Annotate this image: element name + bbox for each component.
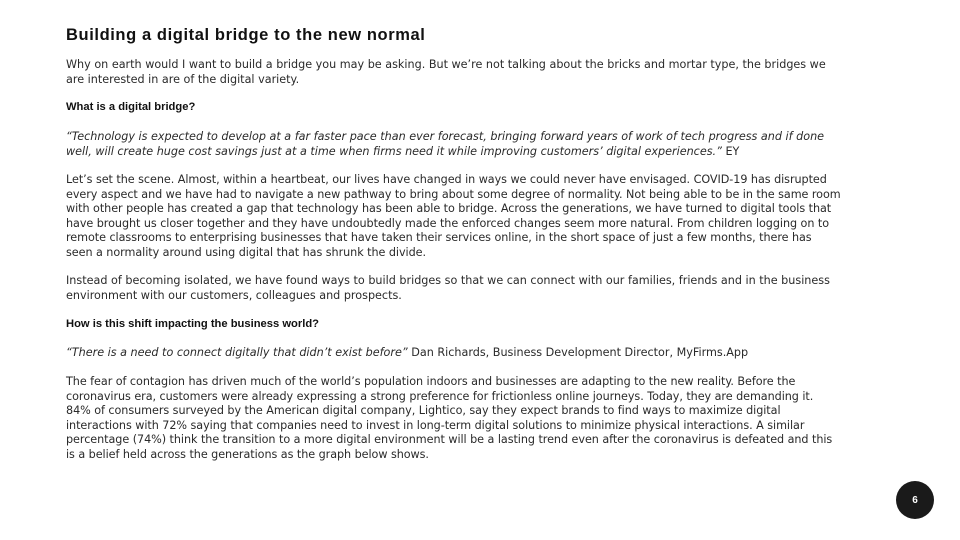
intro-paragraph: Why on earth would I want to build a bridge you may be asking. But we’re not talking about the bricks and mortar type, the bridges we are interested in are of the digital variety. <box>66 58 826 86</box>
section-heading-digital-bridge: What is a digital bridge? <box>66 101 196 113</box>
ey-quote-source: EY <box>725 144 740 158</box>
isolation-paragraph: Instead of becoming isolated, we have found ways to build bridges so that we can connect with our families, friends and in the business environment with our customers, colleagues and prospects. <box>66 274 830 302</box>
section-heading-business-shift: How is this shift impacting the business world? <box>66 318 319 330</box>
ey-quote <box>66 130 846 159</box>
slide-title: Building a digital bridge to the new normal <box>66 26 426 44</box>
ey-quote-text: “Technology is expected to develop at a far faster pace than ever forecast, bringing forward years of work of tech progress and if done well, will create huge cost savings just at a time when firms need it while improving customers’ digital experiences.” <box>66 130 825 158</box>
contagion-paragraph: The fear of contagion has driven much of the world’s population indoors and businesses are adapting to the new reality. Before the coronavirus era, customers were already expressing a strong preference for frictionless online journeys. Today, they are demanding it. 84% of consumers surveyed by the American digital company, Lightico, say they expect brands to find ways to maximize digital interactions with 72% saying that companies need to invest in long-term digital solutions to minimize physical interactions. A similar percentage (74%) think the transition to a more digital environment will be a lasting trend even after the coronavirus is defeated and this is a belief held across the generations as the graph below shows. <box>66 375 833 461</box>
dan-richards-quote-source: Dan Richards, Business Development Director, MyFirms.App <box>411 346 749 359</box>
scene-paragraph: Let’s set the scene. Almost, within a heartbeat, our lives have changed in ways we could never have envisaged. COVID-19 has disrupted every aspect and we have had to navigate a new pathway to bring about some degree of normality. Not being able to be in the same room with other people has created a gap that technology has been able to bridge. Across the generations, we have turned to digital tools that have brought us closer together and they have undoubtedly made the enforced changes seem more natural. From children logging on to remote classrooms to enterprising businesses that have taken their services online, in the short space of just a few months, there has seen a normality around using digital that has shrunk the divide. <box>66 173 841 259</box>
dan-richards-quote-text: “There is a need to connect digitally that didn’t exist before” <box>66 346 408 359</box>
dan-richards-quote <box>66 346 846 361</box>
page-number-badge: 6 <box>896 481 934 519</box>
